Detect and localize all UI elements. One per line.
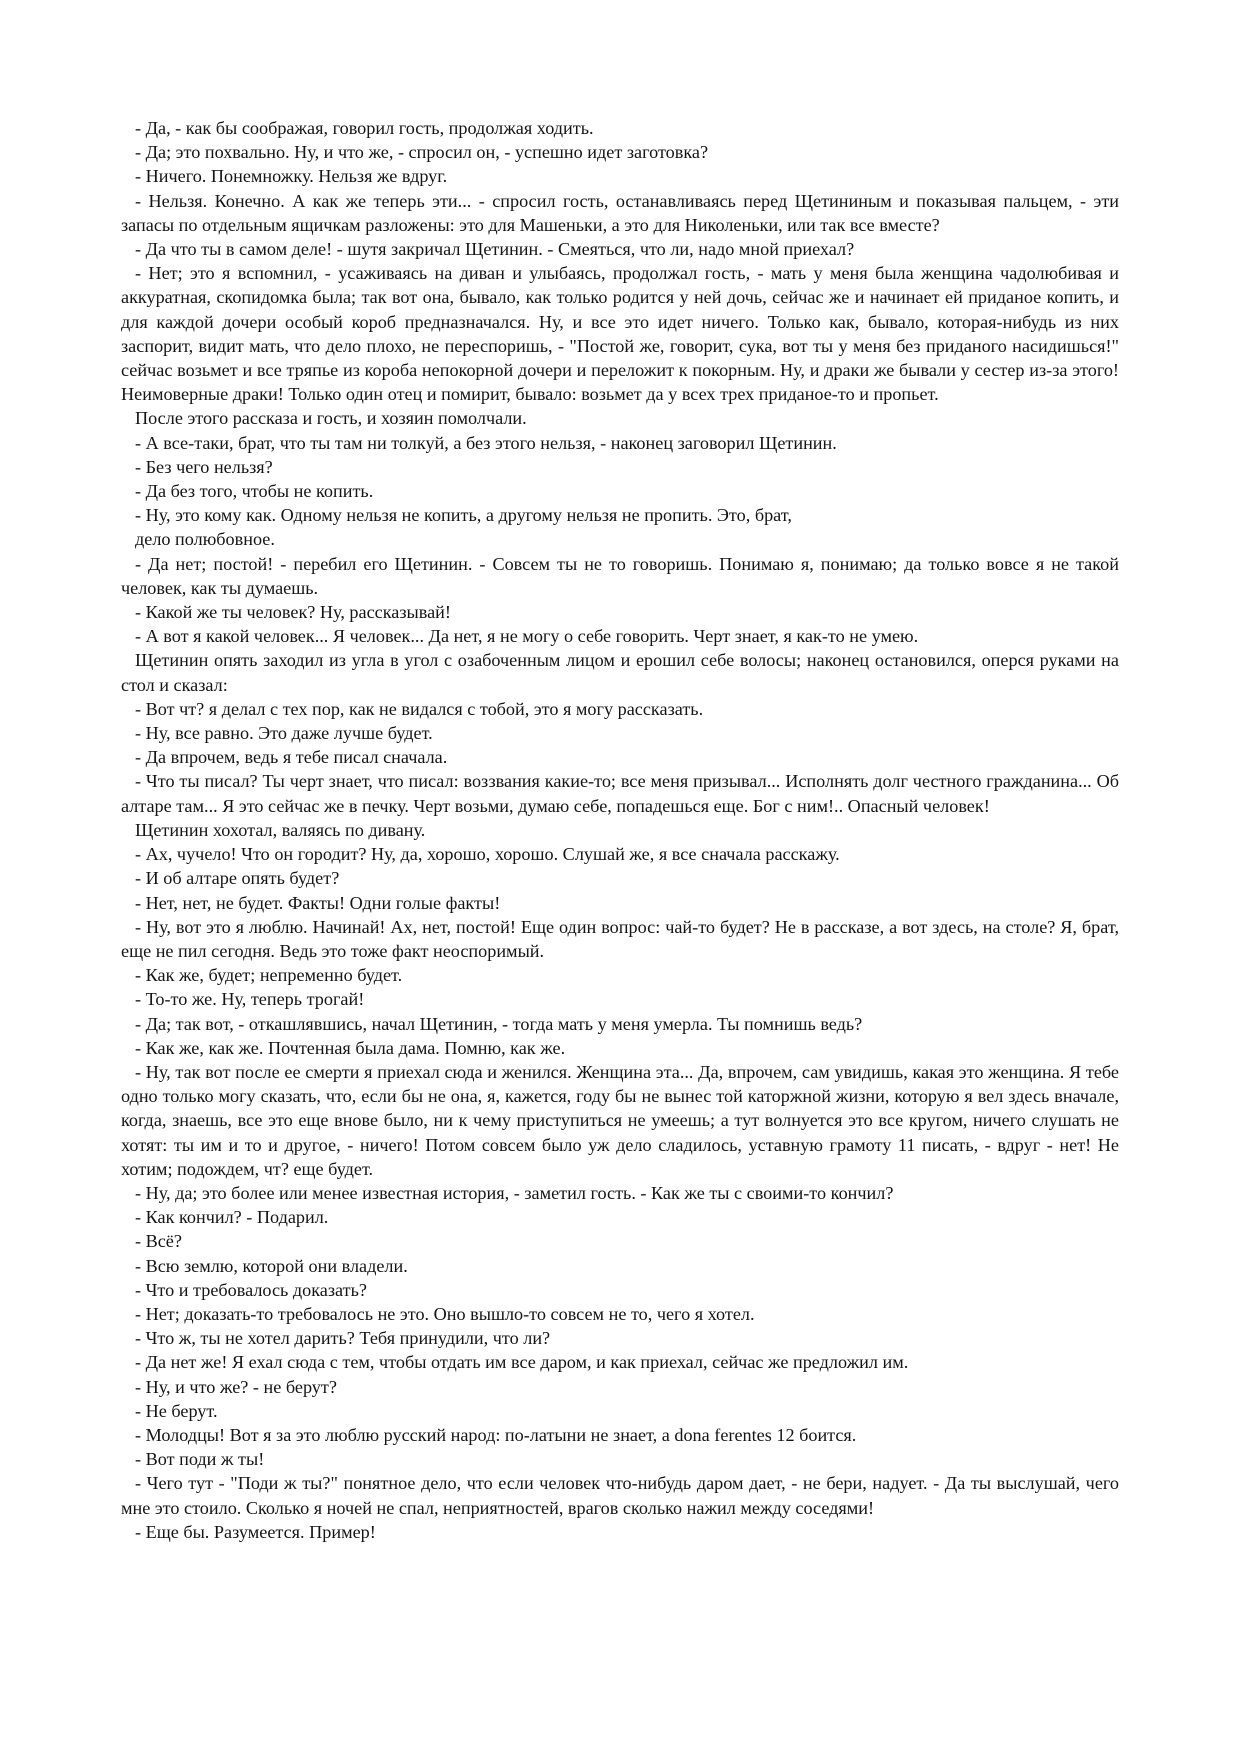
paragraph: - Что ж, ты не хотел дарить? Тебя принудили, что ли? <box>135 1328 551 1349</box>
paragraph: - А вот я какой человек... Я человек... Да нет, я не могу о себе говорить. Черт знает, я как-то не умею. <box>135 626 919 647</box>
paragraph: - Нет; это я вспомнил, - усаживаясь на диван и улыбаясь, продолжал гость, - мать у меня была женщина чадолюбивая и аккуратная, скопидомка была; так вот она, бывало, как только родится у ней дочь, сейчас же и начинает ей приданое копить, и для каждой дочери особый короб предназначался. Ну, и все это идет ничего. Только как, бывало, которая-нибудь из них заспорит, видит мать, что дело плохо, не переспоришь, - "Постой же, говорит, сука, вот ты у меня без приданого насидишься!" сейчас возьмет и все тряпье из короба непокорной дочери и переложит к покорным. Ну, и драки же бывали у сестер из-за этого! Неимоверные драки! Только один отец и помирит, бывало: возьмет да у всех трех приданое-то и пропьет. <box>121 263 1119 405</box>
paragraph: - Молодцы! Вот я за это люблю русский народ: по-латыни не знает, а dona ferentes 12 боится. <box>135 1424 857 1445</box>
paragraph: - Какой же ты человек? Ну, рассказывай! <box>135 602 451 623</box>
body-text <box>121 116 1119 1544</box>
paragraph: - Как же, как же. Почтенная была дама. Помню, как же. <box>135 1037 566 1058</box>
paragraph: - Чего тут - "Поди ж ты?" понятное дело, что если человек что-нибудь даром дает, - не бери, надует. - Да ты выслушай, чего мне это стоило. Сколько я ночей не спал, неприятностей, врагов сколько нажил между соседями! <box>121 1473 1119 1518</box>
paragraph: - Ну, все равно. Это даже лучше будет. <box>135 723 433 744</box>
paragraph: - И об алтаре опять будет? <box>135 868 340 889</box>
paragraph: Щетинин опять заходил из угла в угол с озабоченным лицом и ерошил себе волосы; наконец остановился, оперся руками на стол и сказал: <box>121 650 1119 695</box>
paragraph: - Всю землю, которой они владели. <box>135 1255 408 1276</box>
paragraph: - Ну, да; это более или менее известная история, - заметил гость. - Как же ты с своими-то кончил? <box>135 1182 894 1203</box>
paragraph: - Всё? <box>135 1231 182 1252</box>
paragraph: - Да нет; постой! - перебил его Щетинин. - Совсем ты не то говоришь. Понимаю я, понимаю; да только вовсе я не такой человек, как ты думаешь. <box>121 553 1119 598</box>
paragraph: - Что и требовалось доказать? <box>135 1279 367 1300</box>
paragraph: Щетинин хохотал, валяясь по дивану. <box>135 819 426 840</box>
paragraph: - Да без того, чтобы не копить. <box>135 481 374 502</box>
paragraph: - Что ты писал? Ты черт знает, что писал: воззвания какие-то; все меня призывал... Исполнять долг честного гражданина... Об алтаре там... Я это сейчас же в печку. Черт возьми, думаю себе, попадешься еще. Бог с ним!.. Опасный человек! <box>121 771 1119 816</box>
paragraph: дело полюбовное. <box>135 529 275 550</box>
paragraph: - Да впрочем, ведь я тебе писал сначала. <box>135 747 448 768</box>
paragraph: - Ну, и что же? - не берут? <box>135 1376 337 1397</box>
paragraph: - Ах, чучело! Что он городит? Ну, да, хорошо, хорошо. Слушай же, я все сначала расскажу. <box>135 844 840 865</box>
paragraph: - Да; это похвально. Ну, и что же, - спросил он, - успешно идет заготовка? <box>135 142 709 163</box>
paragraph: - Да; так вот, - откашлявшись, начал Щетинин, - тогда мать у меня умерла. Ты помнишь ведь? <box>135 1013 863 1034</box>
paragraph: - Нет, нет, не будет. Факты! Одни голые факты! <box>135 892 501 913</box>
paragraph: - Да что ты в самом деле! - шутя закричал Щетинин. - Смеяться, что ли, надо мной приехал? <box>135 239 855 260</box>
paragraph: - Да нет же! Я ехал сюда с тем, чтобы отдать им все даром, и как приехал, сейчас же предложил им. <box>135 1352 909 1373</box>
paragraph: - Как же, будет; непременно будет. <box>135 965 403 986</box>
paragraph: - Да, - как бы соображая, говорил гость, продолжая ходить. <box>135 118 594 138</box>
paragraph: - То-то же. Ну, теперь трогай! <box>135 989 365 1010</box>
paragraph: - А все-таки, брат, что ты там ни толкуй, а без этого нельзя, - наконец заговорил Щетинин. <box>135 432 837 453</box>
paragraph: - Как кончил? - Подарил. <box>135 1207 329 1228</box>
paragraph: - Ну, вот это я люблю. Начинай! Ах, нет, постой! Еще один вопрос: чай-то будет? Не в рассказе, а вот здесь, на столе? Я, брат, еще не пил сегодня. Ведь это тоже факт неоспоримый. <box>121 916 1119 961</box>
paragraph: - Нет; доказать-то требовалось не это. Оно вышло-то совсем не то, чего я хотел. <box>135 1303 755 1324</box>
paragraph: - Ну, это кому как. Одному нельзя не копить, а другому нельзя не пропить. Это, брат, <box>135 505 792 526</box>
paragraph: После этого рассказа и гость, и хозяин помолчали. <box>135 408 527 429</box>
paragraph: - Ничего. Понемножку. Нельзя же вдруг. <box>135 166 448 187</box>
paragraph: - Ну, так вот после ее смерти я приехал сюда и женился. Женщина эта... Да, впрочем, сам увидишь, какая это женщина. Я тебе одно только могу сказать, что, если бы не она, я, кажется, году бы не вынес той каторжной жизни, которую я вел здесь вначале, когда, знаешь, все это еще внове было, ни к чему приступиться не умеешь; а тут волнуется это все кругом, ничего слушать не хотят: ты им и то и другое, - ничего! Потом совсем было уж дело сладилось, уставную грамоту 11 писать, - вдруг - нет! Не хотим; подождем, чт? еще будет. <box>121 1061 1119 1179</box>
paragraph: - Вот чт? я делал с тех пор, как не видался с тобой, это я могу рассказать. <box>135 698 704 719</box>
paragraph: - Нельзя. Конечно. А как же теперь эти... - спросил гость, останавливаясь перед Щетининым и показывая пальцем, - эти запасы по отдельным ящичкам разложены: это для Машеньки, а это для Николеньки, или так все вместе? <box>121 190 1119 235</box>
paragraph: - Еще бы. Разумеется. Пример! <box>135 1521 376 1542</box>
paragraph: - Без чего нельзя? <box>135 456 273 477</box>
paragraph: - Не берут. <box>135 1400 218 1421</box>
paragraph: - Вот поди ж ты! <box>135 1449 265 1470</box>
